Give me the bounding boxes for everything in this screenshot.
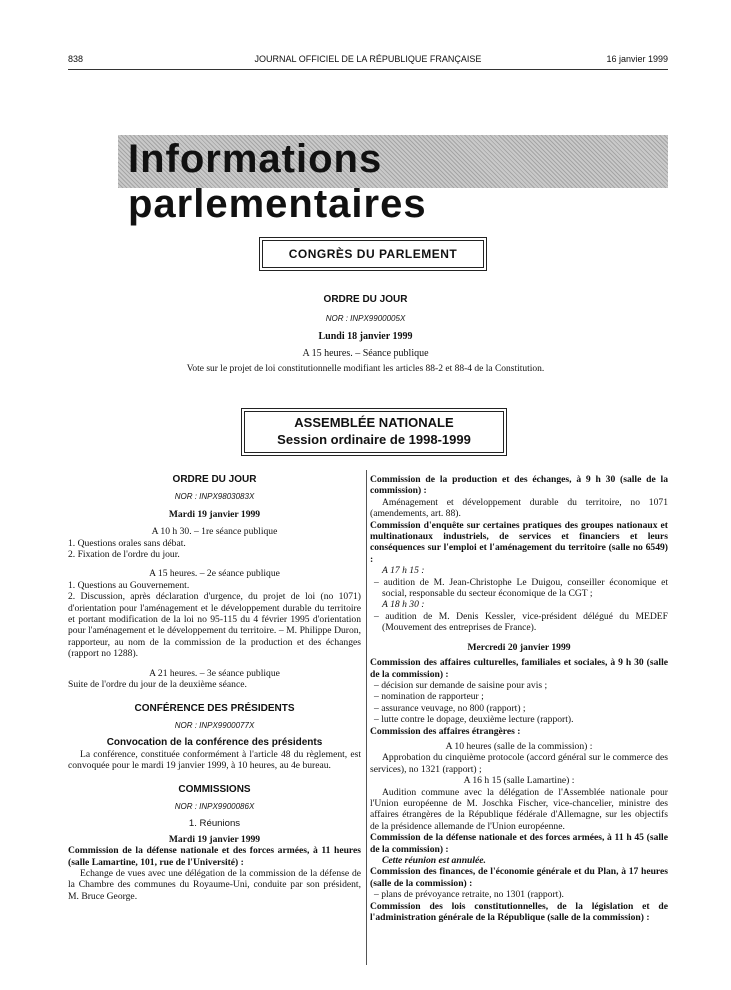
assemblee-session: Session ordinaire de 1998-1999 xyxy=(277,432,471,447)
culturelles-item: – nomination de rapporteur ; xyxy=(374,691,484,703)
congres-time-line: A 15 heures. – Séance publique xyxy=(302,348,429,359)
right-column xyxy=(370,474,668,923)
congres-day: Lundi 18 janvier 1999 xyxy=(318,331,413,342)
lois-title: Commission des lois constitutionnelles, de la législation et de l'administration générale de la République (salle de la commission) : xyxy=(370,900,668,924)
finances-item: – plans de prévoyance retraite, no 1301 (rapport). xyxy=(374,889,564,901)
conference-nor: NOR : INPX9900077X xyxy=(174,720,255,730)
congres-box-title: CONGRÈS DU PARLEMENT xyxy=(262,240,484,268)
running-header xyxy=(68,54,668,68)
journal-title: JOURNAL OFFICIEL DE LA RÉPUBLIQUE FRANÇAISE xyxy=(254,54,482,64)
issue-date: 16 janvier 1999 xyxy=(606,54,668,64)
defense-commission-title: Commission de la défense nationale et des forces armées, à 11 heures (salle Lamartine, 101, rue de l'Université) : xyxy=(68,845,361,868)
seance2-item: 1. Questions au Gouvernement. xyxy=(68,579,190,591)
culturelles-title: Commission des affaires culturelles, familiales et sociales, à 9 h 30 (salle de la commission) : xyxy=(370,657,668,680)
convocation-title: Convocation de la conférence des présidents xyxy=(106,737,323,749)
enquete-item: – audition de M. Jean-Christophe Le Duigou, conseiller économique et social, responsable du secteur économique de la CGT ; xyxy=(374,576,668,600)
culturelles-item: – assurance veuvage, no 800 (rapport) ; xyxy=(374,702,526,714)
enquete-item: – audition de M. Denis Kessler, vice-président délégué du MEDEF (Mouvement des entreprises de France). xyxy=(374,610,668,634)
conference-title: CONFÉRENCE DES PRÉSIDENTS xyxy=(134,702,295,714)
etrangeres-text: Approbation du cinquième protocole (accord général sur le commerce des services), no 1321 (rapport) ; xyxy=(370,752,668,775)
enquete-title: Commission d'enquête sur certaines pratiques des groupes nationaux et multinationaux industriels, de services et financiers et leurs conséquences sur l'emploi et l'aménagement du territoire (salle no 6549) : xyxy=(370,519,668,565)
enquete-time: A 18 h 30 : xyxy=(382,599,425,611)
page-number: 838 xyxy=(68,54,84,64)
left-column xyxy=(68,474,361,902)
reunions-day: Mardi 19 janvier 1999 xyxy=(168,833,261,845)
assemblee-box-title xyxy=(244,411,504,453)
column-divider xyxy=(366,470,367,965)
reunions-heading: 1. Réunions xyxy=(188,818,241,830)
production-title: Commission de la production et des échanges, à 9 h 30 (salle de la commission) : xyxy=(370,474,668,497)
seance1-item: 2. Fixation de l'ordre du jour. xyxy=(68,549,180,561)
convocation-text: La conférence, constituée conformément à l'article 48 du règlement, est convoquée pour le mardi 19 janvier 1999, à 10 heures, au 4e bureau. xyxy=(68,748,361,772)
seance2-heading: A 15 heures. – 2e séance publique xyxy=(149,568,280,580)
an-nor: NOR : INPX9803083X xyxy=(174,492,255,502)
seance3-text: Suite de l'ordre du jour de la deuxième séance. xyxy=(68,679,247,691)
an-ordre-du-jour: ORDRE DU JOUR xyxy=(172,474,257,485)
etrangeres-title: Commission des affaires étrangères : xyxy=(370,725,521,737)
mercredi-day: Mercredi 20 janvier 1999 xyxy=(467,641,571,653)
culturelles-item: – lutte contre le dopage, deuxième lecture (rapport). xyxy=(374,714,574,726)
finances-title: Commission des finances, de l'économie générale et du Plan, à 17 heures (salle de la commission) : xyxy=(370,866,668,889)
defense2-title: Commission de la défense nationale et des forces armées, à 11 h 45 (salle de la commission) : xyxy=(370,832,668,855)
defense-commission-text: Echange de vues avec une délégation de la commission de la défense de la Chambre des communes du Royaume-Uni, conduite par son président, M. Bruce George. xyxy=(68,867,361,902)
seance1-item: 1. Questions orales sans débat. xyxy=(68,537,186,549)
culturelles-item: – décision sur demande de saisine pour avis ; xyxy=(374,679,548,691)
production-text: Aménagement et développement durable du territoire, no 1071 (amendements, art. 88). xyxy=(370,496,668,520)
seance2-item: 2. Discussion, après déclaration d'urgence, du projet de loi (no 1071) d'orientation pour l'aménagement et le développement durable du territoire et portant modification de la loi no 95-115 du 4 février 1995 d'orientation pour l'aménagement et le développement du territoire. – M. Philippe Duron, rapporteur, au nom de la commission de la production et des échanges (rapport no 1288). xyxy=(68,591,361,660)
etrangeres-time: A 10 heures (salle de la commission) : xyxy=(445,740,593,752)
seance1-heading: A 10 h 30. – 1re séance publique xyxy=(151,526,278,538)
congres-nor: NOR : INPX9900005X xyxy=(325,314,406,323)
congres-vote-text: Vote sur le projet de loi constitutionnelle modifiant les articles 88-2 et 88-4 de la Constitution. xyxy=(186,364,545,374)
banner-title: Informations parlementaires xyxy=(128,137,427,226)
seance3-heading: A 21 heures. – 3e séance publique xyxy=(149,667,280,679)
header-rule xyxy=(68,69,668,70)
defense2-note: Cette réunion est annulée. xyxy=(382,855,486,866)
an-day: Mardi 19 janvier 1999 xyxy=(168,508,261,520)
congres-ordre-du-jour: ORDRE DU JOUR xyxy=(323,294,408,305)
enquete-time: A 17 h 15 : xyxy=(382,565,425,577)
commissions-nor: NOR : INPX9900086X xyxy=(174,801,255,811)
assemblee-title: ASSEMBLÉE NATIONALE xyxy=(294,415,454,430)
commissions-title: COMMISSIONS xyxy=(178,783,251,795)
section-banner xyxy=(118,135,668,226)
etrangeres-time: A 16 h 15 (salle Lamartine) : xyxy=(463,775,575,787)
etrangeres-text: Audition commune avec la délégation de l'Assemblée nationale pour l'Union européenne de M. Joschka Fischer, vice-chancelier, ministre des affaires étrangères de la République fédérale d'Allemagne, sur les objectifs de la présidence allemande de l'Union européenne. xyxy=(370,786,668,832)
